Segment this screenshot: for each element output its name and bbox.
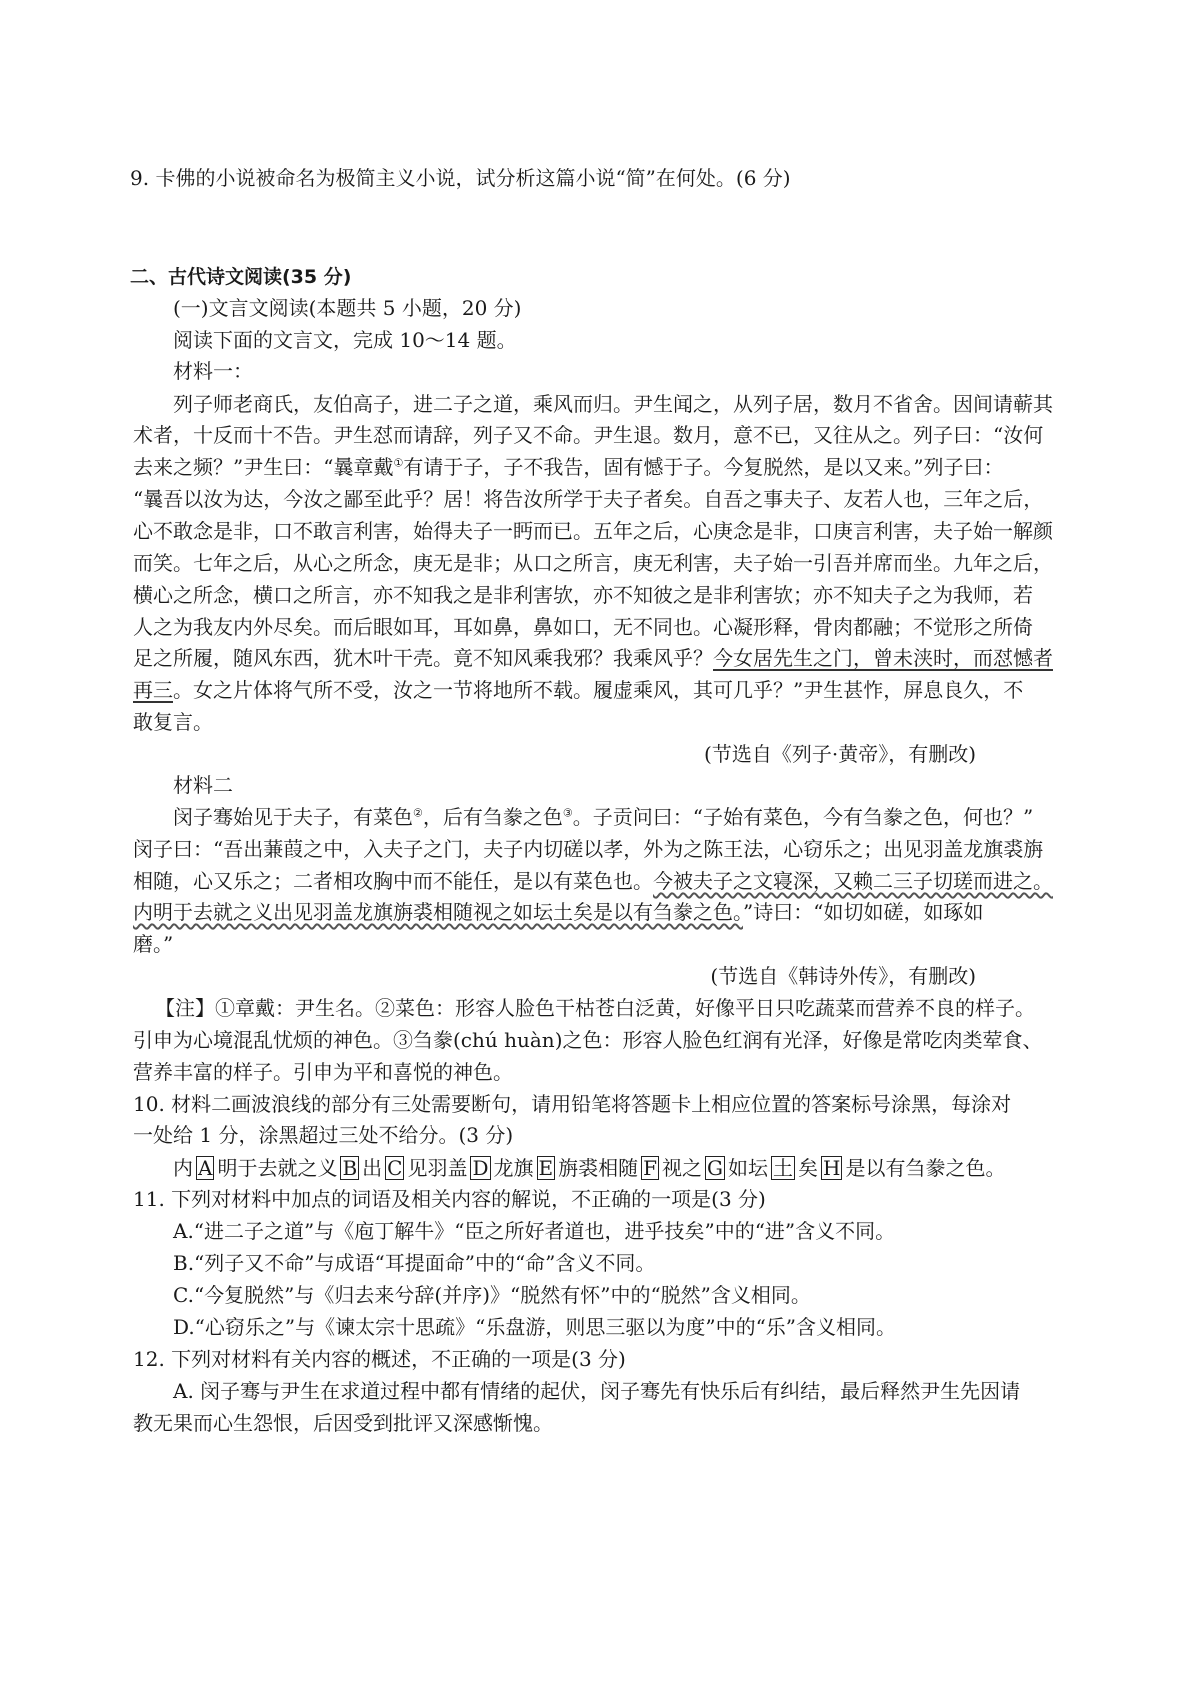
instruction: 阅读下面的文言文，完成 10～14 题。 <box>173 328 517 352</box>
material-2-line: 闵子曰：“吾出蒹葭之中，入夫子之门，夫子内切磋以孝，外为之陈王法，心窃乐之；出见羽盖龙旗裘旃 <box>133 837 1044 861</box>
material-1-line: 去来之频？”尹生曰：“曩章戴①有请于子，子不我告，固有憾于子。今复脱然，是以又来。”列子曰： <box>133 455 1004 479</box>
option-a[interactable]: A. 闵子骞与尹生在求道过程中都有情绪的起伏，闵子骞先有快乐后有纠结，最后释然尹生先因请 <box>173 1379 1021 1403</box>
material-1-line: 横心之所念，横口之所言，亦不知我之是非利害欤，亦不知彼之是非利害欤；亦不知夫子之为我师，若 <box>133 583 1033 607</box>
subsection-title: (一)文言文阅读(本题共 5 小题，20 分) <box>173 296 522 320</box>
source-citation: (节选自《列子·黄帝》，有删改) <box>704 742 976 766</box>
material-2-line: 内明于去就之义出见羽盖龙旗旃裘相随视之如坛土矣是以有刍豢之色。”诗曰：“如切如磋，如琢如 <box>133 900 984 924</box>
footnote-marker: ① <box>393 456 404 470</box>
material-2-line: 闵子骞始见于夫子，有菜色②，后有刍豢之色③。子贡问曰：“子始有菜色，今有刍豢之色，何也？” <box>173 805 1034 829</box>
underlined-sentence: 再三 <box>133 678 173 702</box>
answer-box-g[interactable]: G <box>707 1156 723 1180</box>
answer-box-a[interactable]: A <box>198 1156 213 1180</box>
material-1-line: 敢复言。 <box>133 710 213 734</box>
question-10-stem: 10. 材料二画波浪线的部分有三处需要断句，请用铅笔将答题卡上相应位置的答案标号涂黑，每涂对 <box>133 1092 1012 1116</box>
material-1-line: 而笑。七年之后，从心之所念，庚无是非；从口之所言，庚无利害，夫子始一引吾并席而坐。九年之后， <box>133 551 1053 575</box>
underlined-sentence: 今女居先生之门，曾未浃时，而怼憾者 <box>713 646 1053 670</box>
answer-box-f[interactable]: F <box>643 1156 658 1180</box>
material-2-label: 材料二 <box>173 773 233 797</box>
question-9: 9. 卡佛的小说被命名为极简主义小说，试分析这篇小说“简”在何处。(6 分) <box>130 166 791 190</box>
notes-line: 营养丰富的样子。引申为平和喜悦的神色。 <box>133 1060 513 1084</box>
material-1-line: 列子师老商氏，友伯高子，进二子之道，乘风而归。尹生闻之，从列子居，数月不省舍。因间请蕲其 <box>173 392 1053 416</box>
option-a[interactable]: A.“进二子之道”与《庖丁解牛》“臣之所好者道也，进乎技矣”中的“进”含义不同。 <box>173 1219 896 1243</box>
material-1-line: 人之为我友内外尽矣。而后眼如耳，耳如鼻，鼻如口，无不同也。心凝形释，骨肉都融；不觉形之所倚 <box>133 615 1033 639</box>
option-d[interactable]: D.“心窃乐之”与《谏太宗十思疏》“乐盘游，则思三驱以为度”中的“乐”含义相同。 <box>173 1315 897 1339</box>
question-10-stem: 一处给 1 分，涂黑超过三处不给分。(3 分) <box>133 1123 514 1147</box>
material-1-line: 再三。女之片体将气所不受，汝之一节将地所不载。履虚乘风，其可几乎？”尹生甚怍，屏息良久，不 <box>133 678 1024 702</box>
question-11-stem: 11. 下列对材料中加点的词语及相关内容的解说，不正确的一项是(3 分) <box>133 1187 766 1211</box>
material-1-line: 术者，十反而十不告。尹生怼而请辞，列子又不命。尹生退。数月，意不已，又往从之。列子曰：“汝何 <box>133 423 1044 447</box>
option-a-continued: 教无果而心生怨恨，后因受到批评又深感惭愧。 <box>133 1411 553 1435</box>
option-c[interactable]: C.“今复脱然”与《归去来兮辞(并序)》“脱然有怀”中的“脱然”含义相同。 <box>173 1283 811 1307</box>
answer-box-e[interactable]: E <box>538 1156 554 1180</box>
wavy-underlined-text: 今被夫子之文寝深，又赖二三子切瑳而进之。 <box>653 869 1053 893</box>
material-1-line: 足之所履，随风东西，犹木叶干壳。竟不知风乘我邪？我乘风乎？今女居先生之门，曾未浃时，而怼憾者 <box>133 646 1053 670</box>
footnote-marker: ② <box>413 806 423 820</box>
footnote-marker: ③ <box>562 806 573 820</box>
answer-box-b[interactable]: B <box>342 1156 358 1180</box>
answer-box-c[interactable]: C <box>387 1156 403 1180</box>
sentence-break-options: 内 A 明于去就之义 B 出 C 见羽盖 D 龙旗 E 旃裘相随 F 视之 G 如坛 土 矣 H 是以有刍豢之色。 <box>173 1156 1006 1180</box>
section-title: 二、古代诗文阅读(35 分) <box>130 266 352 288</box>
notes-line: 引申为心境混乱忧烦的神色。③刍豢(chú huàn)之色：形容人脸色红润有光泽，好像是常吃肉类荤食、 <box>133 1028 1043 1052</box>
material-1-line: “曩吾以汝为达，今汝之鄙至此乎？居！将告汝所学于夫子者矣。自吾之事夫子、友若人也，三年之后， <box>133 487 1044 511</box>
boxed-character: 土 <box>773 1156 793 1180</box>
notes-line: 【注】①章戴：尹生名。②菜色：形容人脸色干枯苍白泛黄，好像平日只吃蔬菜而营养不良的样子。 <box>155 996 1035 1020</box>
wavy-underlined-text: 内明于去就之义出见羽盖龙旗旃裘相随视之如坛土矣是以有刍豢之色。 <box>133 900 743 924</box>
material-2-line: 磨。” <box>133 932 174 956</box>
material-1-label: 材料一： <box>173 359 253 383</box>
material-2-line: 相随，心又乐之；二者相攻胸中而不能任，是以有菜色也。今被夫子之文寝深，又赖二三子切瑳而进之。 <box>133 869 1053 893</box>
answer-box-d[interactable]: D <box>472 1156 489 1180</box>
question-12-stem: 12. 下列对材料有关内容的概述，不正确的一项是(3 分) <box>133 1347 626 1371</box>
material-1-line: 心不敢念是非，口不敢言利害，始得夫子一眄而已。五年之后，心庚念是非，口庚言利害，夫子始一解颜 <box>133 519 1053 543</box>
option-b[interactable]: B.“列子又不命”与成语“耳提面命”中的“命”含义不同。 <box>173 1251 656 1275</box>
answer-box-h[interactable]: H <box>823 1156 841 1180</box>
source-citation: (节选自《韩诗外传》，有删改) <box>710 964 976 988</box>
